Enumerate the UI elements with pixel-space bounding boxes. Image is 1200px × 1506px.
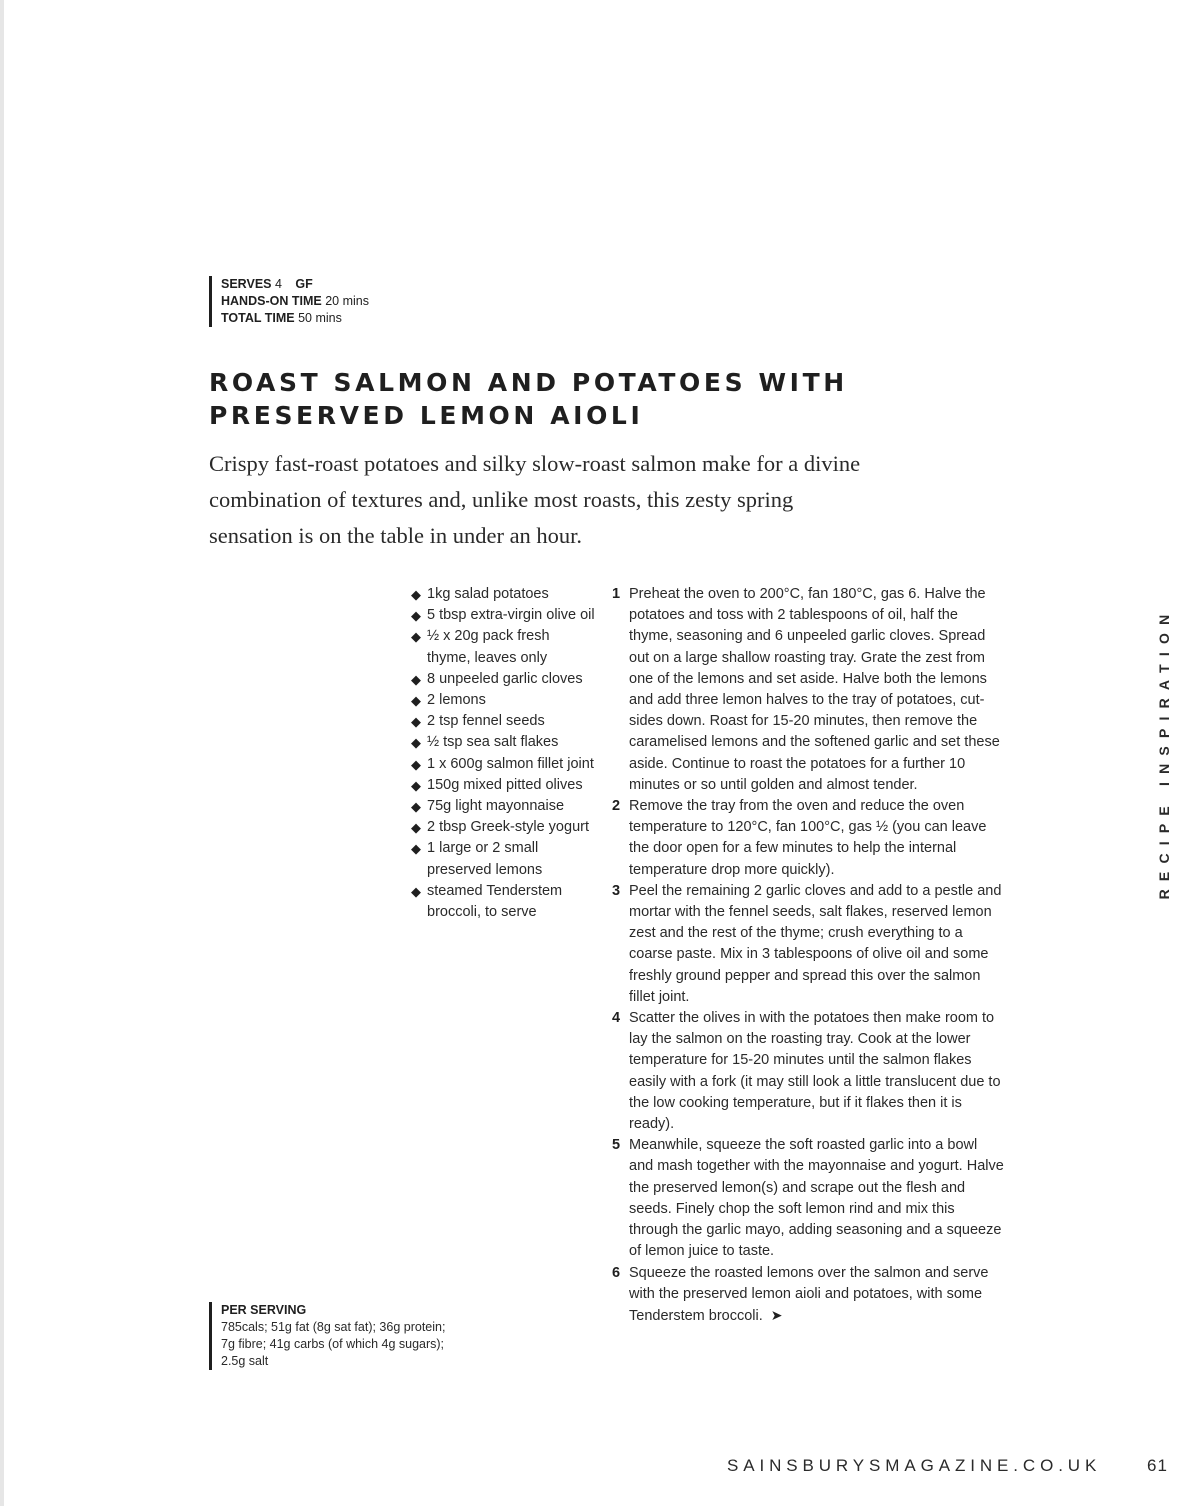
ingredient-item bbox=[411, 817, 596, 838]
ingredient-text: 5 tbsp extra-virgin olive oil bbox=[427, 607, 595, 624]
total-time-line bbox=[221, 310, 369, 327]
recipe-title bbox=[209, 366, 909, 432]
diamond-bullet-icon: ◆ bbox=[411, 608, 421, 624]
ingredient-item bbox=[411, 796, 596, 817]
step-number: 6 bbox=[612, 1264, 621, 1281]
ingredient-text: 1 large or 2 small preserved lemons bbox=[427, 840, 543, 878]
ingredient-item bbox=[411, 711, 596, 732]
step-number: 1 bbox=[612, 586, 621, 602]
hands-on-time-value: 20 mins bbox=[325, 294, 369, 308]
recipe-intro: Crispy fast-roast potatoes and silky slow-roast salmon make for a divine combination of textures and, unlike most roasts, this zesty spring sensation is on the table in under an hour. bbox=[209, 451, 861, 548]
serves-line bbox=[221, 276, 369, 293]
step-text: Preheat the oven to 200°C, fan 180°C, gas 6. Halve the potatoes and toss with 2 tablespoons of oil, half the thyme, seasoning and 6 unpeeled garlic cloves. Spread out on a large shallow roasting tray. Grate the zest from one of the lemons and set aside. Halve both the lemons and add three lemon halves to the tray of potatoes, cut-sides down. Roast for 15-20 minutes, then remove the caramelised lemons and the softened garlic and set these aside. Continue to roast the potatoes for a further 10 minutes or so until golden and almost tender. bbox=[629, 586, 1000, 793]
recipe-info-block bbox=[209, 276, 369, 327]
serves-label: SERVES bbox=[221, 277, 272, 291]
ingredient-item bbox=[411, 775, 596, 796]
ingredient-item bbox=[411, 626, 596, 668]
nutrition-block bbox=[209, 1302, 451, 1370]
ingredient-item bbox=[411, 732, 596, 753]
ingredient-item bbox=[411, 838, 596, 880]
ingredient-text: 1 x 600g salmon fillet joint bbox=[427, 755, 594, 772]
step-text: Squeeze the roasted lemons over the salmon and serve with the preserved lemon aioli and potatoes, with some Tenderstem broccoli. bbox=[629, 1264, 989, 1324]
ingredient-text: steamed Tenderstem broccoli, to serve bbox=[427, 882, 563, 921]
diamond-bullet-icon: ◆ bbox=[411, 629, 421, 645]
diamond-bullet-icon: ◆ bbox=[411, 799, 421, 815]
diamond-bullet-icon: ◆ bbox=[411, 735, 421, 751]
method-step bbox=[612, 584, 1004, 796]
serves-value: 4 bbox=[274, 277, 282, 291]
method-step bbox=[612, 881, 1004, 1008]
ingredient-item bbox=[411, 584, 596, 605]
diamond-bullet-icon: ◆ bbox=[411, 671, 421, 687]
diamond-bullet-icon: ◆ bbox=[411, 693, 421, 709]
ingredients-list bbox=[411, 584, 596, 923]
ingredient-text: 8 unpeeled garlic cloves bbox=[427, 670, 583, 687]
section-label-text: RECIPE INSPIRATION bbox=[1156, 606, 1172, 900]
diamond-bullet-icon: ◆ bbox=[411, 714, 421, 730]
hands-on-time-label: HANDS-ON TIME bbox=[221, 294, 322, 308]
step-text: Scatter the olives in with the potatoes then make room to lay the salmon on the roasting tray. Cook at the lower temperature for 15-20 minutes until the salmon flakes easily with a fork (it may still look a little translucent due to the low cooking temperature, but if it flakes then it is ready). bbox=[629, 1010, 1001, 1133]
total-time-value: 50 mins bbox=[298, 311, 342, 325]
ingredient-item bbox=[411, 690, 596, 711]
diamond-bullet-icon: ◆ bbox=[411, 587, 421, 602]
method-step bbox=[612, 1135, 1004, 1262]
hands-on-time-line bbox=[221, 293, 369, 310]
ingredient-item bbox=[411, 881, 596, 923]
ingredient-item bbox=[411, 754, 596, 775]
ingredient-text: 75g light mayonnaise bbox=[427, 798, 565, 815]
step-text: Remove the tray from the oven and reduce the oven temperature to 120°C, fan 100°C, gas ½ (you can leave the door open for a few minutes to help the internal temperature drop more quickly). bbox=[629, 798, 987, 878]
method-steps bbox=[612, 584, 1004, 1327]
continue-arrow-icon: ➤ bbox=[770, 1306, 783, 1323]
page-edge-rule bbox=[0, 0, 4, 1506]
method-step bbox=[612, 1008, 1004, 1135]
ingredient-item bbox=[411, 605, 596, 626]
diamond-bullet-icon: ◆ bbox=[411, 820, 421, 836]
step-number: 3 bbox=[612, 882, 621, 899]
footer-website: SAINSBURYSMAGAZINE.CO.UK bbox=[727, 1456, 1102, 1475]
diamond-bullet-icon: ◆ bbox=[411, 777, 421, 793]
ingredient-text: 1kg salad potatoes bbox=[427, 586, 549, 602]
ingredient-text: ½ tsp sea salt flakes bbox=[427, 734, 559, 751]
nutrition-text: 785cals; 51g fat (8g sat fat); 36g protein; 7g fibre; 41g carbs (of which 4g sugars); 2.5g salt bbox=[221, 1320, 446, 1368]
method-step bbox=[612, 1263, 1004, 1328]
diamond-bullet-icon: ◆ bbox=[411, 883, 421, 899]
ingredient-text: 2 tbsp Greek-style yogurt bbox=[427, 819, 589, 836]
ingredient-text: 150g mixed pitted olives bbox=[427, 776, 583, 793]
step-number: 4 bbox=[612, 1010, 621, 1027]
diamond-bullet-icon: ◆ bbox=[411, 756, 421, 772]
ingredient-text: 2 lemons bbox=[427, 692, 486, 709]
method-step bbox=[612, 796, 1004, 881]
step-number: 5 bbox=[612, 1137, 621, 1154]
diamond-bullet-icon: ◆ bbox=[411, 841, 421, 857]
ingredient-item bbox=[411, 669, 596, 690]
step-number: 2 bbox=[612, 798, 621, 815]
nutrition-heading: PER SERVING bbox=[221, 1303, 307, 1317]
ingredient-text: 2 tsp fennel seeds bbox=[427, 713, 545, 730]
recipe-title-line-2: PRESERVED LEMON AIOLI bbox=[209, 401, 644, 430]
page-number: 61 bbox=[1147, 1456, 1168, 1475]
ingredient-text: ½ x 20g pack fresh thyme, leaves only bbox=[427, 628, 550, 666]
gluten-free-badge: GF bbox=[295, 277, 313, 291]
step-text: Meanwhile, squeeze the soft roasted garlic into a bowl and mash together with the mayonnaise and yogurt. Halve the preserved lemon(s) and scrape out the flesh and seeds. Finely chop the soft lemon rind and mix this through the garlic mayo, adding seasoning and a squeeze of lemon juice to taste. bbox=[629, 1137, 1004, 1260]
recipe-title-line-1: ROAST SALMON AND POTATOES WITH bbox=[209, 368, 848, 397]
total-time-label: TOTAL TIME bbox=[221, 311, 295, 325]
step-text: Peel the remaining 2 garlic cloves and add to a pestle and mortar with the fennel seeds, salt flakes, reserved lemon zest and the rest of the thyme; crush everything to a coarse paste. Mix in 3 tablespoons of olive oil and some freshly ground pepper and spread this over the salmon fillet joint. bbox=[629, 882, 1002, 1005]
section-label bbox=[1152, 598, 1176, 908]
